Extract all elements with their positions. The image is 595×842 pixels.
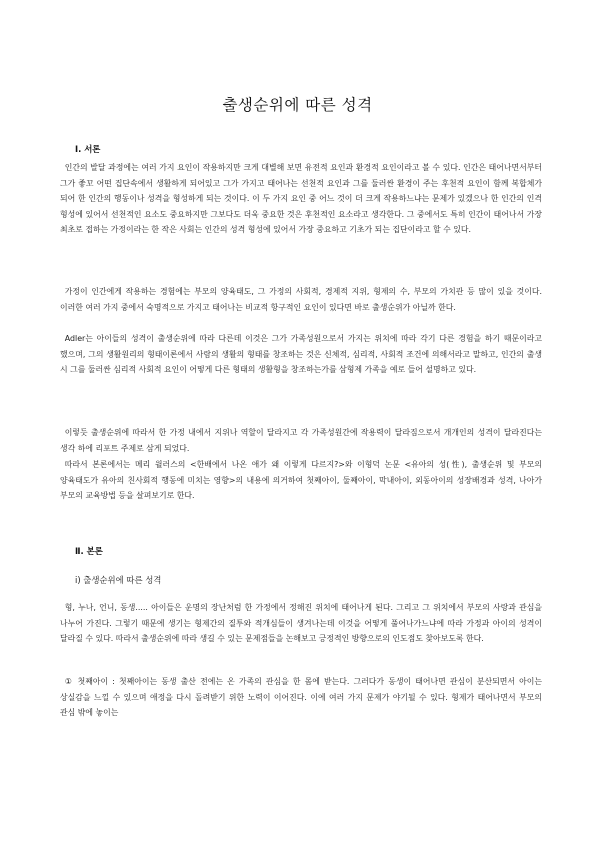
paragraph: 이렇듯 출생순위에 따라서 한 가정 내에서 지위나 역할이 달라지고 각 가족성원간에 작용력이 달라짐으로서 개개인의 성격이 달라진다는 생각 하에 리포트 주제로 삼게 되었다. bbox=[60, 428, 542, 453]
paragraph: 형, 누나, 언니, 동생..... 아이들은 운명의 장난처럼 한 가정에서 정해진 위치에 태어나게 된다. 그리고 그 위치에서 부모의 사랑과 관심을 나누어 가진다. 그렇기 때문에 생기는 형제간의 질투와 적개심들이 생겨나는데 이것을 어떻게 풀어나가느냐에 따라 가정과 아이의 성격이 달라질 수 있다. 따라서 출생순위에 따라 생길 수 있는 문제점들을 논해보고 긍정적인 방향으로의 인도점도 찾아보도록 한다. bbox=[60, 603, 542, 644]
document-title: 출생순위에 따른 성격 bbox=[222, 96, 373, 114]
paragraph: 인간의 발달 과정에는 여러 가지 요인이 작용하지만 크게 대별해 보면 유전적 요인과 환경적 요인이라고 볼 수 있다. 인간은 태어나면서부터 그가 좋꼬 어떤 집단속에서 생활하게 되어있고 그가 가지고 태어나는 선천적 요인과 그를 둘러싼 환경이 주는 후천적 요인이 함께 복합체가 되어 한 인간의 행동이나 성격을 형성하게 되는 것이다. 이 두 가지 요인 중 어느 것이 더 크게 작용하느냐는 문제가 있겠으나 한 인간의 인격 형성에 있어서 선천적인 요소도 중요하지만 그보다도 더욱 중요한 것은 후천적인 요소라고 생각한다. 그 중에서도 특히 인간이 태어나서 가장 최초로 접하는 가정이라는 한 작은 사회는 인간의 성격 형성에 있어서 가장 중요하고 기초가 되는 집단이라고 할 수 있다. bbox=[60, 163, 542, 235]
section-heading-introduction: Ⅰ. 서론 bbox=[75, 144, 101, 154]
paragraph: 따라서 본론에서는 메리 윌러스의 <한배에서 나온 애가 왜 이렇게 다르지?>와 이형덕 논문 <유아의 성(性), 출생순위 및 부모의 양육태도가 유아의 친사회적 행동에 미치는 영향>의 내용에 의거하여 첫째아이, 둘째아이, 막내아이, 외동아이의 성장배경과 성격, 나아가 부모의 교육방법 등을 살펴보기로 한다. bbox=[60, 460, 542, 501]
paragraph: 가정이 인간에게 작용하는 경험에는 부모의 양육태도, 그 가정의 사회적, 경제적 지위, 형제의 수, 부모의 가치관 등 많이 있을 것이다. 이러한 여러 가지 중에서 숙명적으로 가지고 태어나는 비교적 항구적인 요인이 있다면 바로 출생순위가 아닐까 한다. bbox=[60, 287, 542, 312]
subsection-heading: ⅰ) 출생순위에 따른 성격 bbox=[75, 575, 162, 585]
paragraph: ① 첫째아이 : 첫째아이는 동생 출산 전에는 온 가족의 관심을 한 몸에 받는다. 그러다가 동생이 태어나면 관심이 분산되면서 아이는 상실감을 느낄 수 있으며 애정을 다시 돌려받기 위한 노력이 이어진다. 이에 여러 가지 문제가 야기될 수 있다. 형제가 태어나면서 부모의 관심 밖에 놓이는 bbox=[60, 677, 542, 718]
paragraph: Adler는 아이들의 성격이 출생순위에 따라 다른데 이것은 그가 가족성원으로서 가지는 위치에 따라 각기 다른 경험을 하기 때문이라고 했으며, 그의 생활원리의 형태이론에서 사람의 생활의 형태를 창조하는 것은 신체적, 심리적, 사회적 조건에 의해서라고 말하고, 인간의 출생 시 그를 둘러싼 심리적 사회적 요인이 어떻게 다른 형태의 생활형을 창조하는가를 삼형제 가족을 예로 들어 설명하고 있다. bbox=[60, 334, 542, 375]
section-heading-body: Ⅱ. 본론 bbox=[75, 546, 103, 556]
